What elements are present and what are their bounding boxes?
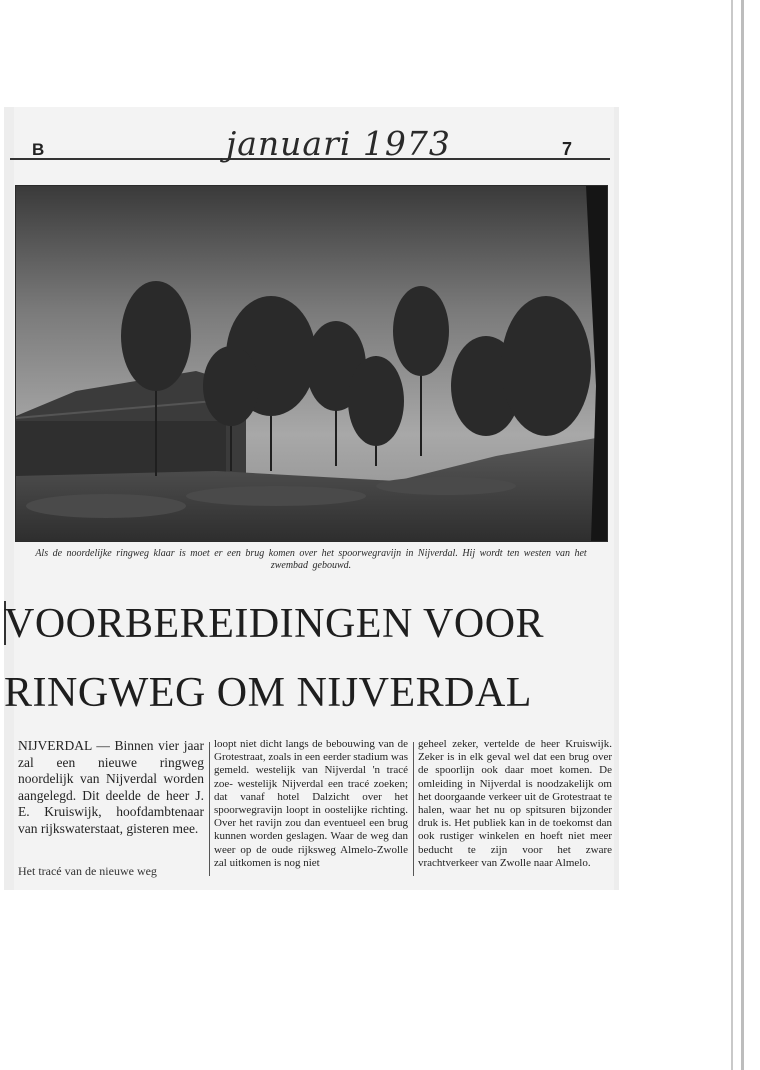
article-column-1: NIJVERDAL — Binnen vier jaar zal een nieuwe ringweg noordelijk van Nijverdal worden aangelegd. Dit deelde de heer J. E. Kruiswijk, hoofdambtenaar van rijkswaterstaat, gisteren mee.: [18, 738, 204, 836]
article-photo: [15, 185, 608, 542]
article-column-2: loopt niet dicht langs de bebouwing van de Grotestraat, zoals in een eerder stadium was gemeld. westelijk van Nijverdal 'n tracé zoe- westelijk Nijverdal een tracé zoeken; dat vanaf hotel Dalzicht over het spoorwegravijn loopt in oostelijke richting. Over het ravijn zou dan eventueel een brug kunnen worden geslagen. Waar de weg dan weer op de oude rijksweg Almelo-Zwolle zal uitkomen is nog niet: [214, 738, 408, 869]
column-divider: [209, 742, 210, 876]
article-column-3: geheel zeker, vertelde de heer Kruiswijk. Zeker is in elk geval wel dat een brug over de spoorlijn ook daar moet komen. De omleiding in Nijverdal is noodzakelijk om het doorgaande verkeer uit de Grotestraat te halen, waar het nu op spitsuren bijzonder druk is. Het publiek kan in de toekomst dan ook rustiger winkelen en hoeft niet meer beducht te zijn voor het zware vrachtverkeer van Zwolle naar Almelo.: [418, 738, 612, 869]
page-letter: B: [32, 140, 45, 159]
page-number: 7: [562, 139, 573, 159]
article-column-1-end: Het tracé van de nieuwe weg: [18, 864, 157, 878]
headline-line-1: VOORBEREIDINGEN VOOR: [4, 601, 545, 647]
photo-caption: Als de noordelijke ringweg klaar is moet er een brug komen over het spoorwegravijn in Nijverdal. Hij wordt ten westen van het zwembad gebouwd.: [35, 548, 587, 571]
handwritten-date: januari 1973: [226, 124, 451, 163]
scanner-edge-line: [741, 0, 744, 1070]
scanner-edge-line: [731, 0, 733, 1070]
column-divider: [413, 742, 414, 876]
pine-trees-photo: [16, 186, 607, 541]
headline-line-2: RINGWEG OM NIJVERDAL: [4, 670, 532, 716]
